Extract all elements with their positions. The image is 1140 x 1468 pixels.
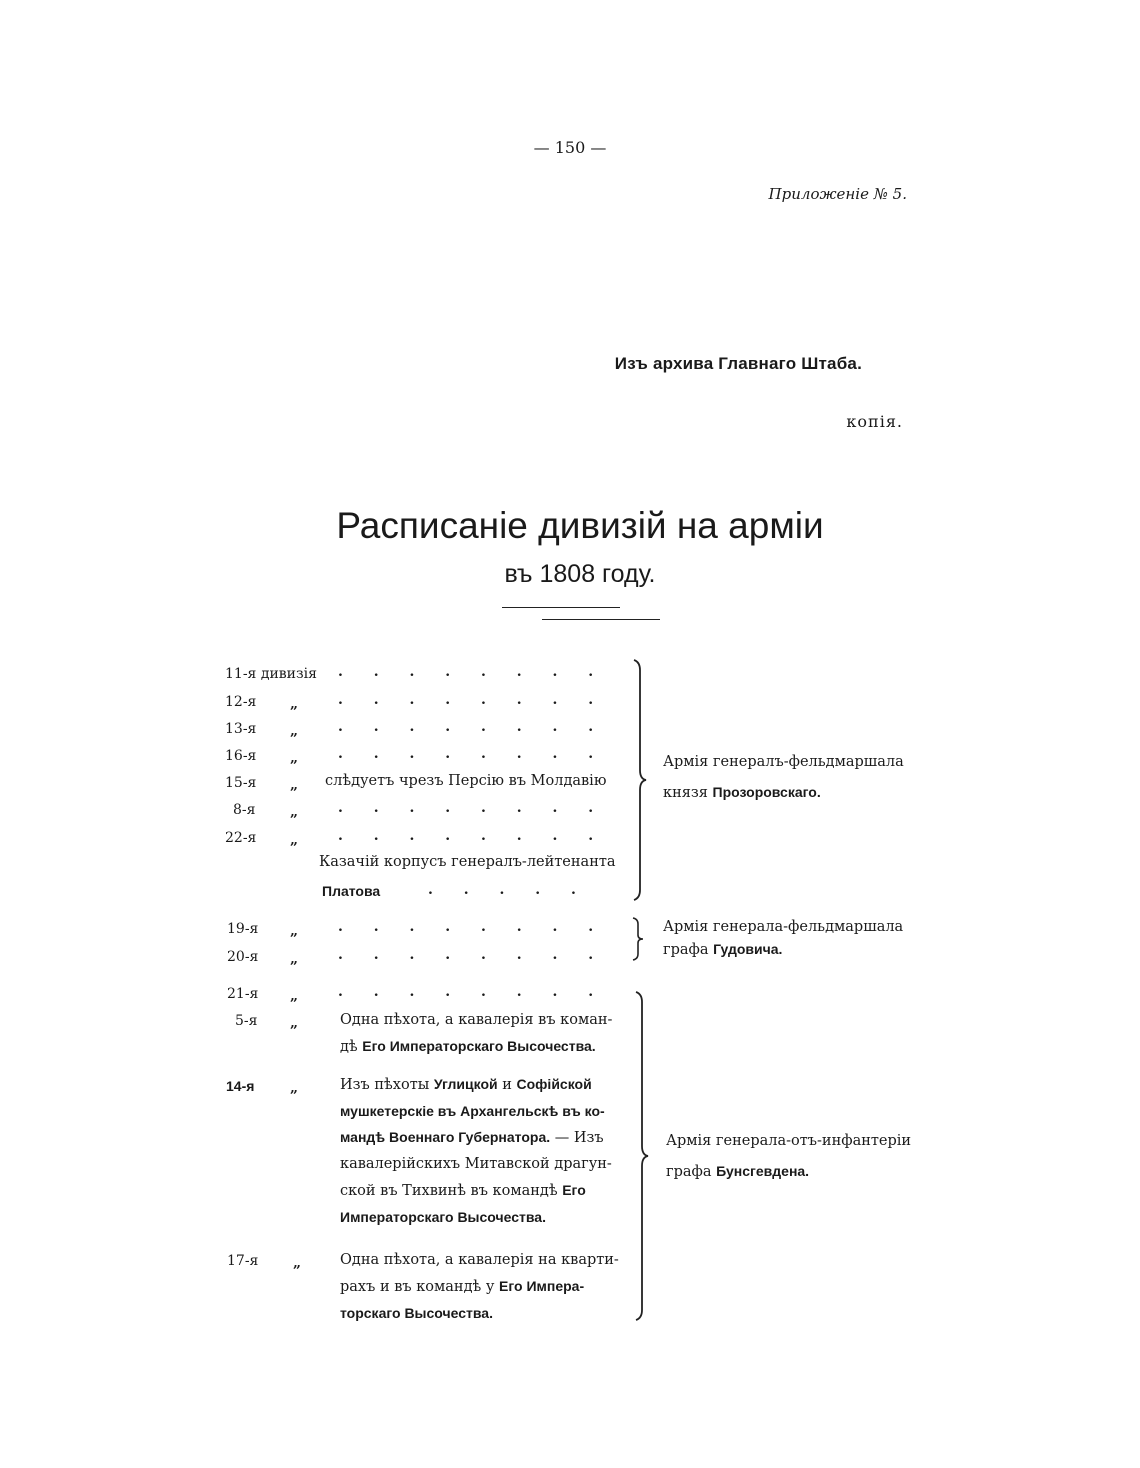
group-brace [628,916,648,962]
group-brace [628,658,652,902]
division-number: 22-я [225,830,257,846]
cossack-corps-line: Казачій корпусъ генералъ-лейтенанта [319,854,616,870]
leader-dots: . . . . . . . . [338,692,594,708]
leader-dots: . . . . . . . . [338,746,594,762]
leader-dots: . . . . . . . . [338,828,594,844]
ditto-mark: „ [290,696,299,712]
leader-dots: . . . . . . . . [338,919,594,935]
leader-dots: . . . . . . . . [338,800,594,816]
division-number: 16-я [225,748,257,764]
division-number: 14-я [226,1078,255,1094]
ditto-mark: „ [290,988,299,1004]
archive-source: Изъ архива Главнаго Штаба. [614,354,862,373]
division-number: 20-я [227,949,259,965]
document-subtitle: въ 1808 году. [504,560,656,588]
division-note: Одна пѣхота, а кавалерія въ коман- дѣ Его Императорскаго Высочества. [340,1012,613,1055]
division-note: Изъ пѣхоты Углицкой и Софійской мушкетерскіе въ Архангельскѣ въ ко- мандѣ Военнаго Губернатора. — Изъ кавалерійскихъ Митавской драгун- ской въ Тихвинѣ въ командѣ Его Императорскаго Высочества. [340,1076,612,1225]
ditto-mark: „ [290,1015,299,1031]
commander-name: Бунсгевдена. [716,1163,810,1179]
leader-dots: . . . . . [428,882,576,898]
division-number: 15-я [225,775,257,791]
ditto-mark: „ [290,1080,299,1096]
ditto-mark: „ [293,1255,302,1271]
army-assignment: Армія генерала-отъ-инфантеріи графа Бунсгевдена. [666,1133,912,1180]
division-number: 11-я дивизія [225,666,317,682]
division-note: Одна пѣхота, а кавалерія на кварти- рахъ и въ командѣ у Его Импера- торскаго Высочества. [340,1252,619,1321]
division-number: 17-я [227,1253,259,1269]
title-rule-upper [502,607,620,608]
division-number: 12-я [225,694,257,710]
ditto-mark: „ [290,951,299,967]
ditto-mark: „ [290,750,299,766]
ditto-mark: „ [290,723,299,739]
group-brace [630,990,654,1322]
division-number: 21-я [227,986,259,1002]
division-number: 19-я [227,921,259,937]
ditto-mark: „ [290,832,299,848]
platov-name: Платова [322,883,381,899]
division-number: 8-я [233,802,256,818]
division-note: слѣдуетъ чрезъ Персію въ Молдавію [325,773,607,789]
ditto-mark: „ [290,804,299,820]
division-number: 13-я [225,721,257,737]
leader-dots: . . . . . . . . [338,719,594,735]
leader-dots: . . . . . . . . [338,664,594,680]
army-assignment: Армія генерала-фельдмаршала графа Гудовича. [663,919,904,958]
copy-mark: копія. [846,412,903,431]
leader-dots: . . . . . . . . [338,984,594,1000]
commander-name: Прозоровскаго. [712,784,821,800]
commander-name: Гудовича. [713,941,783,957]
ditto-mark: „ [290,777,299,793]
army-assignment: Армія генералъ-фельдмаршала князя Прозоровскаго. [663,754,904,801]
page-number: — 150 — [533,138,607,157]
title-rule-lower [542,619,660,620]
division-word: дивизія [260,666,317,682]
document-title: Расписаніе дивизій на арміи [336,505,824,546]
division-number: 5-я [235,1013,258,1029]
ditto-mark: „ [290,923,299,939]
leader-dots: . . . . . . . . [338,947,594,963]
appendix-label: Приложеніе № 5. [768,185,907,203]
